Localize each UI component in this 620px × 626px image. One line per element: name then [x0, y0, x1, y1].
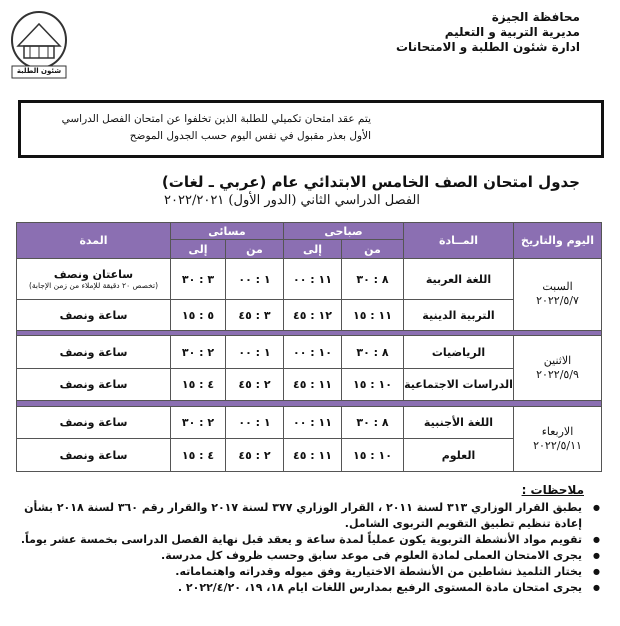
morning-to-cell: ١١ : ٠٠ [284, 406, 342, 439]
morning-from-cell: ١٠ : ١٥ [342, 368, 404, 401]
morning-from-cell: ٨ : ٣٠ [342, 336, 404, 369]
subject-cell: الدراسات الاجتماعية [404, 368, 514, 401]
note-item: ● تقويم مواد الأنشطة التربوية يكون عملياً لمدة ساعة و يعقد قبل نهاية الفصل الدراسى بخمسة عشر يوماً. [6, 532, 586, 548]
day-name: الاربعاء [541, 424, 574, 438]
note-item: ● يطبق القرار الوزاري ٣١٣ لسنة ٢٠١١ ، القرار الوزاري ٣٧٧ لسنة ٢٠١٧ والقرار رقم ٣٦٠ لسنة ٢٠١٨ بشأن إعادة تنظيم تطبيق التقويم التربوى الشامل. [6, 500, 586, 532]
page-subtitle: الفصل الدراسي الثاني (الدور الأول) ٢٠٢٢/٢٠٢١ [164, 193, 420, 208]
day-name: الاثنين [543, 354, 572, 368]
letterhead [396, 10, 580, 55]
evening-from-cell: ١ : ٠٠ [226, 259, 284, 300]
duration-cell: ساعة ونصف [17, 336, 171, 369]
evening-from-cell: ١ : ٠٠ [226, 336, 284, 369]
subject-cell: اللغة الأجنبية [404, 406, 514, 439]
subject-cell: اللغة العربية [404, 259, 514, 300]
table-row [17, 259, 602, 300]
notice-text: يتم عقد امتحان تكميلي للطلبة الذين تخلفوا عن امتحان الفصل الدراسي الأول بعذر مقبول في نفس اليوم حسب الجدول الموضح [61, 113, 371, 142]
morning-to-cell: ١١ : ٤٥ [284, 439, 342, 472]
directorate-name: مديرية التربية و التعليم [444, 25, 580, 39]
duration-cell [17, 259, 171, 300]
morning-to-cell: ١١ : ٠٠ [284, 259, 342, 300]
morning-from-cell: ٨ : ٣٠ [342, 259, 404, 300]
duration-cell: ساعة ونصف [17, 300, 171, 330]
note-item: ● يختار التلميذ نشاطين من الأنشطة الاختيارية وفق ميوله وقدراته واهتماماته. [6, 564, 586, 580]
day-cell [514, 406, 602, 471]
governorate-name: محافظة الجيزة [491, 10, 580, 24]
evening-from-cell: ١ : ٠٠ [226, 406, 284, 439]
logo-caption: شئون الطلبة [16, 67, 62, 75]
evening-to-cell: ٣ : ٣٠ [171, 259, 226, 300]
note-item: ● يجرى الامتحان العملى لمادة العلوم فى موعد سابق وحسب ظروف كل مدرسة. [6, 548, 586, 564]
evening-from-cell: ٢ : ٤٥ [226, 439, 284, 472]
directorate-logo [8, 8, 70, 80]
table-row [17, 336, 602, 369]
evening-to-cell: ٢ : ٣٠ [171, 336, 226, 369]
morning-to-cell: ١١ : ٤٥ [284, 368, 342, 401]
notes-list [6, 500, 602, 596]
header-evening: مسائى [171, 223, 284, 240]
duration-text: ساعتان ونصف [53, 268, 134, 282]
morning-to-cell: ١٢ : ٤٥ [284, 300, 342, 330]
header-evening-to: إلى [171, 240, 226, 259]
subject-cell: الرياضيات [404, 336, 514, 369]
subject-cell: التربية الدينية [404, 300, 514, 330]
header-morning: صباحى [284, 223, 404, 240]
evening-from-cell: ٢ : ٤٥ [226, 368, 284, 401]
department-name: ادارة شئون الطلبة و الامتحانات [396, 40, 580, 54]
day-date: ٢٠٢٢/٥/٧ [536, 294, 579, 308]
morning-from-cell: ٨ : ٣٠ [342, 406, 404, 439]
evening-to-cell: ٥ : ١٥ [171, 300, 226, 330]
notice-box [18, 100, 604, 158]
evening-to-cell: ٤ : ١٥ [171, 439, 226, 472]
exam-schedule-table [16, 222, 602, 472]
table-row [17, 406, 602, 439]
duration-note: (تخصص ٢٠ دقيقة للإملاء من زمن الإجابة) [28, 281, 159, 291]
header-evening-from: من [226, 240, 284, 259]
header-day: اليوم والتاريخ [514, 223, 602, 259]
subject-cell: العلوم [404, 439, 514, 472]
header-subject: المــادة [404, 223, 514, 259]
morning-from-cell: ١١ : ١٥ [342, 300, 404, 330]
duration-cell: ساعة ونصف [17, 439, 171, 472]
page-title: جدول امتحان الصف الخامس الابتدائي عام (عربي ـ لغات) [161, 173, 580, 191]
duration-cell: ساعة ونصف [17, 368, 171, 401]
day-name: السبت [542, 280, 573, 294]
morning-to-cell: ١٠ : ٠٠ [284, 336, 342, 369]
header-morning-from: من [342, 240, 404, 259]
day-cell [514, 336, 602, 401]
note-item: ● يجرى امتحان مادة المستوى الرفيع بمدارس اللغات ايام ١٨، ١٩، ٢٠٢٢/٤/٢٠ . [6, 580, 586, 596]
header-morning-to: إلى [284, 240, 342, 259]
morning-from-cell: ١٠ : ١٥ [342, 439, 404, 472]
day-cell [514, 259, 602, 331]
day-date: ٢٠٢٢/٥/١١ [533, 438, 582, 452]
header-duration: المدة [17, 223, 171, 259]
notes-title: ملاحظات : [521, 483, 584, 497]
day-date: ٢٠٢٢/٥/٩ [536, 368, 579, 382]
evening-from-cell: ٣ : ٤٥ [226, 300, 284, 330]
duration-cell: ساعة ونصف [17, 406, 171, 439]
evening-to-cell: ٢ : ٣٠ [171, 406, 226, 439]
evening-to-cell: ٤ : ١٥ [171, 368, 226, 401]
